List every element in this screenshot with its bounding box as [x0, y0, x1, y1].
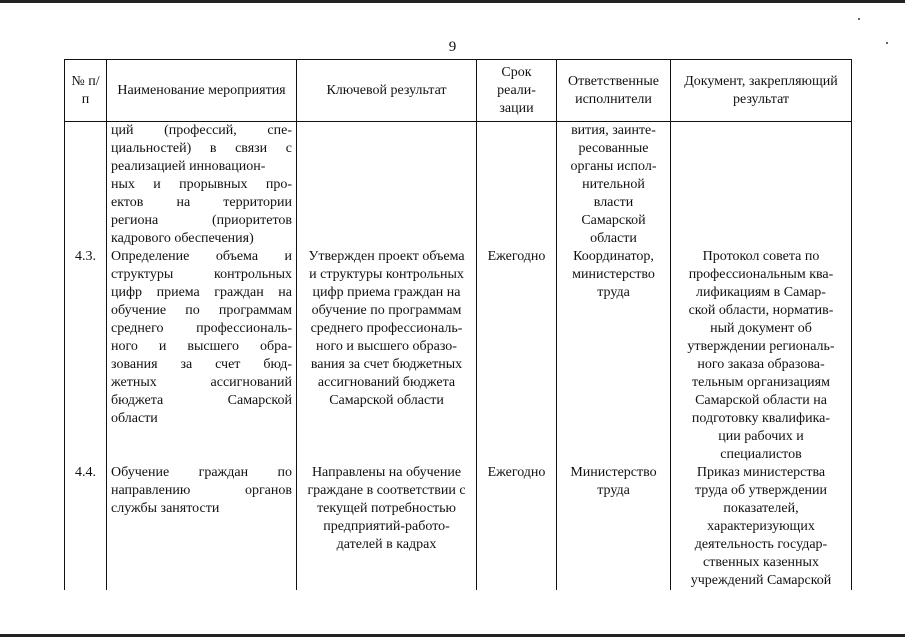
name-line: направлению органов [111, 483, 292, 498]
responsible-line: вития, заинте- [571, 123, 656, 138]
responsible-line: Координатор, [573, 249, 654, 264]
result-line: Самарской области [329, 393, 444, 408]
responsible-line: области [590, 231, 637, 246]
document-line: труда об утверждении [694, 483, 828, 498]
name-line: бюджета Самарской [111, 393, 292, 408]
document-line: лификациям в Самар- [696, 285, 826, 300]
result-line: предприятий-работо- [323, 519, 450, 534]
responsible-line: ресованные [578, 141, 649, 156]
responsible-line: Самарской [581, 213, 646, 228]
name-line: региона (приоритетов [111, 213, 292, 228]
result-line: вания за счет бюджетных [310, 357, 463, 372]
name-line: ных и прорывных про- [111, 177, 292, 192]
activities-table [64, 59, 852, 590]
row-name-cell [107, 248, 297, 464]
name-line: жетных ассигнований [111, 375, 292, 390]
row-name-cell [107, 464, 297, 590]
document-line: специалистов [720, 447, 802, 462]
responsible-line: Министерство [570, 465, 657, 480]
row-document-cell [671, 464, 852, 590]
document-line: ственных казенных [703, 555, 819, 570]
responsible-line: органы испол- [570, 159, 657, 174]
document-line: деятельность государ- [694, 537, 828, 552]
document-line: ции рабочих и [718, 429, 804, 444]
result-line: и структуры контрольных [309, 267, 464, 282]
name-line: цифр приема граждан на [111, 285, 292, 300]
header-responsible: Ответственные исполнители [557, 60, 671, 122]
name-line: зования за счет бюд- [111, 357, 292, 372]
document-line: Приказ министерства [696, 465, 826, 480]
table-row [65, 464, 852, 590]
name-line: Определение объема и [111, 249, 292, 264]
scan-speck [858, 18, 860, 20]
responsible-line: власти [593, 195, 634, 210]
document-line: подготовку квалифика- [691, 411, 831, 426]
row-num-cell: 4.4. [65, 464, 107, 590]
table-row [65, 122, 852, 249]
name-line: Обучение граждан по [111, 465, 292, 480]
document-line: ного заказа образова- [697, 357, 825, 372]
responsible-line: министерство [572, 267, 655, 282]
result-line: граждане в соответствии с [307, 483, 466, 498]
name-line: ций (профессий, спе- [111, 123, 292, 138]
name-line: реализацией инновацион- [111, 159, 266, 174]
header-result: Ключевой результат [297, 60, 477, 122]
name-line: структуры контрольных [111, 267, 292, 282]
name-line: обучение по программам [111, 303, 292, 318]
row-deadline-cell [477, 122, 557, 249]
document-line: показателей, [723, 501, 799, 516]
name-line: циальностей) в связи с [111, 141, 292, 156]
responsible-line: нительной [582, 177, 645, 192]
name-line: службы занятости [111, 501, 220, 516]
document-line: характеризующих [707, 519, 815, 534]
result-line: обучение по программам [311, 303, 462, 318]
page-number: 9 [448, 39, 457, 55]
row-responsible-cell [557, 248, 671, 464]
document-line: ный документ об [710, 321, 812, 336]
name-line: ного и высшего обра- [111, 339, 292, 354]
row-name-cell [107, 122, 297, 249]
document-line: учреждений Самарской [690, 573, 832, 588]
row-result-cell [297, 248, 477, 464]
name-line: кадрового обеспечения) [111, 231, 254, 246]
header-deadline: Срок реали-зации [477, 60, 557, 122]
document-line: профессиональным ква- [688, 267, 834, 282]
result-line: Утвержден проект объема [308, 249, 465, 264]
result-line: ассигнований бюджета [317, 375, 456, 390]
table-header-row [65, 60, 852, 122]
top-scan-border [0, 0, 905, 3]
document-line: утверждении региональ- [687, 339, 835, 354]
row-num-cell [65, 122, 107, 249]
result-line: среднего профессиональ- [310, 321, 463, 336]
row-deadline-cell: Ежегодно [477, 248, 557, 464]
row-responsible-cell [557, 122, 671, 249]
table-row [65, 248, 852, 464]
name-line: ектов на территории [111, 195, 292, 210]
result-line: ного и высшего образо- [316, 339, 457, 354]
result-line: дателей в кадрах [336, 537, 437, 552]
row-deadline-cell: Ежегодно [477, 464, 557, 590]
document-line: Самарской области на [695, 393, 827, 408]
row-document-cell [671, 122, 852, 249]
header-document: Документ, закрепляющий результат [671, 60, 852, 122]
row-result-cell [297, 464, 477, 590]
row-num-cell: 4.3. [65, 248, 107, 464]
result-line: текущей потребностью [317, 501, 456, 516]
result-line: цифр приема граждан на [312, 285, 461, 300]
responsible-line: труда [597, 483, 630, 498]
document-line: ской области, норматив- [688, 303, 834, 318]
row-result-cell [297, 122, 477, 249]
header-num: № п/п [65, 60, 107, 122]
row-responsible-cell [557, 464, 671, 590]
row-document-cell [671, 248, 852, 464]
responsible-line: труда [597, 285, 630, 300]
bottom-scan-border [0, 634, 905, 637]
header-name: Наименование мероприятия [107, 60, 297, 122]
result-line: Направлены на обучение [311, 465, 462, 480]
name-line: области [111, 411, 158, 426]
name-line: среднего профессиональ- [111, 321, 292, 336]
document-line: тельным организациям [692, 375, 830, 390]
document-line: Протокол совета по [702, 249, 820, 264]
